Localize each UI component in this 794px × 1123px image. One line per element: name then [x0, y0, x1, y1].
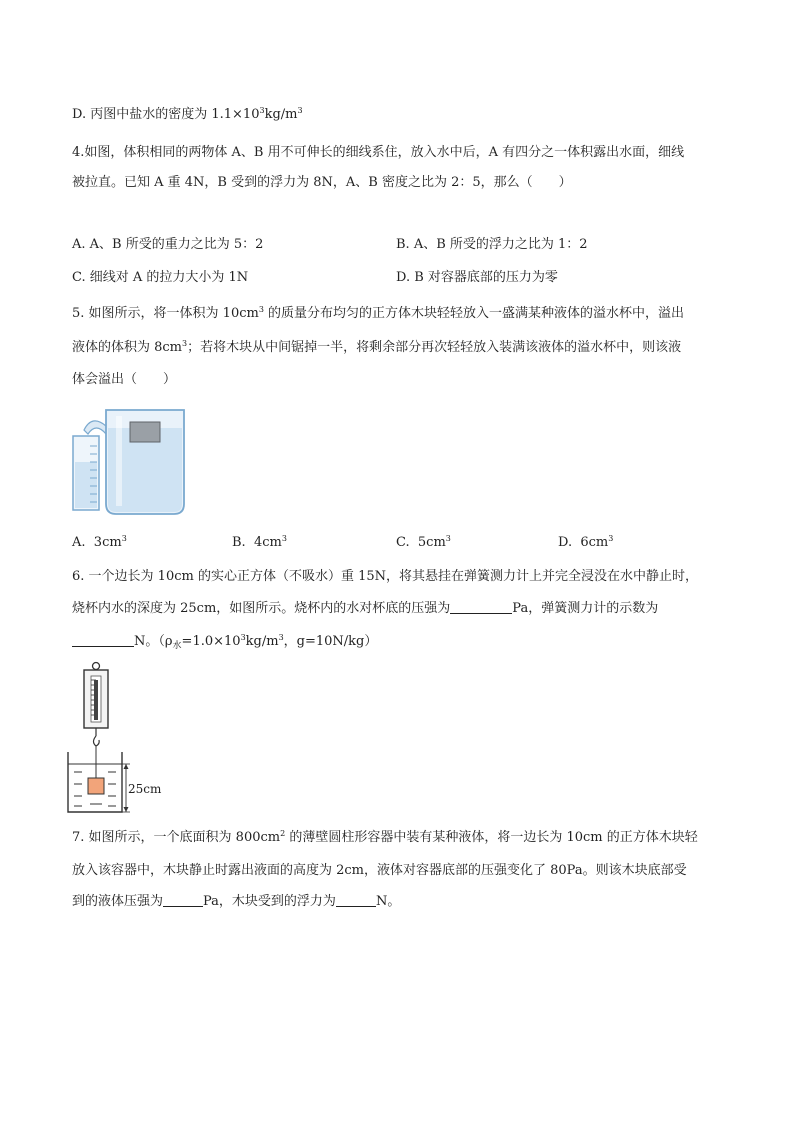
q7-l1-exp: 2 — [280, 829, 286, 838]
q5-c-value: 5cm — [417, 535, 446, 550]
q5-l2-pre: 液体的体积为 8cm — [72, 340, 183, 355]
wood-block — [130, 422, 160, 442]
q5-d-label: D. — [558, 535, 573, 550]
q7-l1-pre: 7. 如图所示，一个底面积为 800cm — [72, 830, 281, 845]
q7-l3-post: N。 — [375, 894, 401, 909]
q5-l2-post: ；若将木块从中间锯掉一半，将剩余部分再次轻轻放入装满该液体的溢水杯中，则该液 — [187, 340, 682, 355]
q6-l2-post: Pa，弹簧测力计的示数为 — [512, 601, 659, 616]
q5-a-exp: 3 — [121, 534, 127, 543]
q4-option-c: C. 细线对 A 的拉力大小为 1N — [72, 270, 249, 285]
q4-option-d: D. B 对容器底部的压力为零 — [396, 270, 558, 285]
q3-d-text: D. 丙图中盐水的密度为 1.1×10 — [72, 107, 260, 122]
q6-stem-line2 — [72, 599, 658, 619]
q6-stem-line3 — [72, 632, 377, 652]
overflow-cup-figure — [70, 402, 188, 518]
q7-stem-line1 — [72, 828, 698, 848]
q4-option-a: A. A、B 所受的重力之比为 5：2 — [72, 237, 264, 252]
q5-a-value: 3cm — [93, 535, 122, 550]
q6-l3-g: ，g=10N/kg） — [283, 634, 378, 649]
q6-l2-pre: 烧杯内水的深度为 25cm，如图所示。烧杯内的水对杯底的压强为 — [72, 601, 451, 616]
q6-l3-unit-exp: 3 — [278, 633, 284, 642]
q5-d-value: 6cm — [580, 535, 609, 550]
q7-l3-mid: Pa，木块受到的浮力为 — [203, 894, 336, 909]
q3-d-exp: 3 — [259, 106, 265, 115]
q5-l1-post: 的质量分布均匀的正方体木块轻轻放入一盛满某种液体的溢水杯中，溢出 — [263, 306, 685, 321]
answer-blank-spring-reading[interactable] — [72, 632, 134, 647]
q5-option-c — [396, 533, 451, 553]
q5-c-exp: 3 — [445, 534, 451, 543]
cup-spout — [84, 421, 106, 434]
q3-d-unit-exp: 3 — [297, 106, 303, 115]
q5-option-b — [232, 533, 287, 553]
q7-stem-line2: 放入该容器中，木块静止时露出液面的高度为 2cm，液体对容器底部的压强变化了 80Pa。则该木块底部受 — [72, 863, 687, 878]
spring-scale-figure — [66, 660, 162, 820]
q6-stem-line1: 6. 一个边长为 10cm 的实心正方体（不吸水）重 15N，将其悬挂在弹簧测力计上并完全浸没在水中静止时， — [72, 569, 699, 584]
q5-d-exp: 3 — [608, 534, 614, 543]
q5-a-label: A. — [72, 535, 86, 550]
q5-option-d — [558, 533, 613, 553]
q5-option-a — [72, 533, 127, 553]
submerged-cube — [88, 778, 104, 794]
q5-b-exp: 3 — [281, 534, 287, 543]
q6-rho-sub: 水 — [172, 641, 182, 651]
q6-l3-post: N。（ρ — [134, 634, 173, 649]
q5-stem-line3: 体会溢出（ ） — [72, 372, 177, 387]
q7-l3-pre: 到的液体压强为 — [72, 894, 164, 909]
q7-l1-post: 的薄壁圆柱形容器中装有某种液体，将一边长为 10cm 的正方体木块轻 — [285, 830, 698, 845]
q3-option-d — [72, 105, 303, 125]
q5-b-label: B. — [232, 535, 246, 550]
q5-l1-pre: 5. 如图所示，将一体积为 10cm — [72, 306, 259, 321]
scale-ring — [93, 663, 100, 670]
q4-option-b: B. A、B 所受的浮力之比为 1：2 — [396, 237, 588, 252]
q5-stem-line1 — [72, 304, 684, 324]
q5-b-value: 4cm — [253, 535, 282, 550]
q5-c-label: C. — [396, 535, 410, 550]
q6-l3-unit: kg/m — [245, 634, 279, 649]
answer-blank-bottom-pressure[interactable] — [163, 892, 203, 907]
q7-stem-line3 — [72, 892, 400, 912]
q4-stem-line2: 被拉直。已知 A 重 4N，B 受到的浮力为 8N，A、B 密度之比为 2：5，那么（ ） — [72, 175, 572, 190]
q6-l3-eq: =1.0×10 — [181, 634, 241, 649]
answer-blank-pressure[interactable] — [450, 599, 512, 614]
cylinder-liquid — [75, 462, 97, 508]
q5-l2-exp: 3 — [182, 339, 188, 348]
q3-d-unit: kg/m — [264, 107, 298, 122]
q6-l3-exp: 3 — [240, 633, 246, 642]
scale-hook — [94, 736, 100, 746]
q4-stem-line1: 4.如图，体积相同的两物体 A、B 用不可伸长的细线系住，放入水中后，A 有四分之一体积露出水面，细线 — [72, 145, 685, 160]
depth-label: 25cm — [128, 782, 162, 796]
q5-stem-line2 — [72, 338, 681, 358]
q5-l1-exp: 3 — [258, 305, 264, 314]
answer-blank-buoyancy[interactable] — [336, 892, 376, 907]
